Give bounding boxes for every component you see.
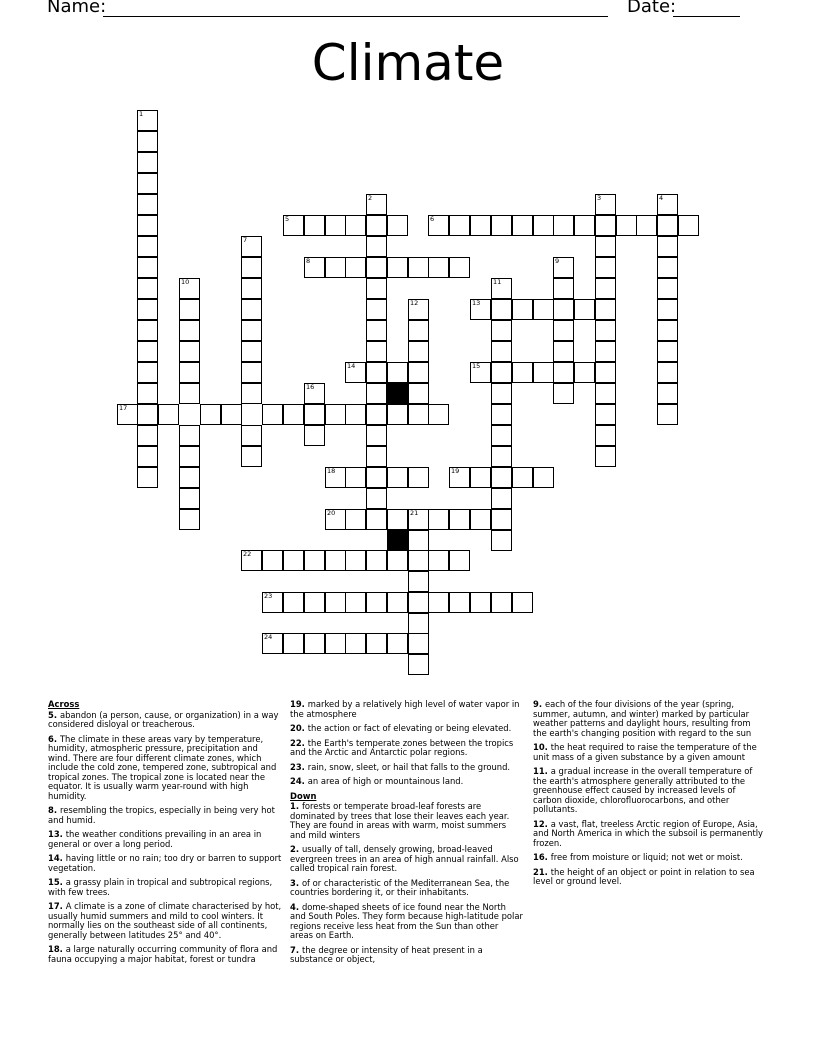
grid-cell[interactable]	[449, 257, 470, 278]
grid-cell[interactable]	[553, 299, 574, 320]
grid-cell[interactable]	[491, 362, 512, 383]
grid-cell[interactable]	[137, 236, 158, 257]
grid-cell[interactable]	[366, 550, 387, 571]
grid-cell[interactable]	[179, 425, 200, 446]
grid-cell[interactable]	[241, 320, 262, 341]
grid-cell[interactable]	[491, 299, 512, 320]
grid-cell[interactable]	[408, 383, 429, 404]
clue-number: 6	[430, 215, 435, 223]
grid-cell[interactable]	[491, 488, 512, 509]
grid-cell[interactable]	[491, 341, 512, 362]
grid-cell[interactable]	[387, 257, 408, 278]
clue-number: 4	[659, 194, 664, 202]
grid-cell[interactable]	[512, 215, 533, 236]
grid-cell[interactable]	[553, 320, 574, 341]
grid-cell[interactable]	[512, 592, 533, 613]
across-clue: 24. an area of high or mountainous land.	[290, 776, 464, 786]
down-clue: 16. free from moisture or liquid; not wet or moist.	[533, 852, 743, 862]
grid-cell[interactable]	[137, 215, 158, 236]
clue-number: 16	[306, 383, 315, 391]
grid-cell[interactable]	[595, 383, 616, 404]
clue-number: 17	[119, 404, 128, 412]
grid-cell[interactable]	[595, 236, 616, 257]
grid-cell[interactable]	[304, 633, 325, 654]
grid-cell[interactable]	[179, 488, 200, 509]
down-clue: 21. the height of an object or point in relation to sea level or ground level.	[533, 866, 755, 886]
clue-number: 2	[368, 194, 373, 202]
grid-cell[interactable]	[345, 362, 366, 383]
clue-column-2	[290, 700, 524, 970]
grid-cell[interactable]	[325, 404, 346, 425]
clue-number: 24	[264, 633, 273, 641]
grid-cell[interactable]	[387, 362, 408, 383]
grid-cell[interactable]	[137, 425, 158, 446]
grid-cell[interactable]	[657, 257, 678, 278]
grid-cell[interactable]	[387, 550, 408, 571]
across-clue: 5. abandon (a person, cause, or organization) in a way considered disloyal or treacherous.	[48, 709, 279, 729]
grid-cell[interactable]	[657, 236, 678, 257]
grid-cell[interactable]	[179, 278, 200, 299]
grid-cell[interactable]	[408, 362, 429, 383]
across-clue: 20. the action or fact of elevating or being elevated.	[290, 723, 512, 733]
grid-cell[interactable]	[345, 215, 366, 236]
grid-cell[interactable]	[595, 425, 616, 446]
grid-cell[interactable]	[408, 592, 429, 613]
grid-cell[interactable]	[387, 509, 408, 530]
clue-number: 1	[139, 110, 144, 118]
grid-cell[interactable]	[241, 341, 262, 362]
grid-cell[interactable]	[366, 194, 387, 215]
grid-cell[interactable]	[137, 110, 158, 131]
across-clue: 6. The climate in these areas vary by temperature, humidity, atmospheric pressure, precipitation and wind. There are four different climate zones, which include the cold zone, tempered zone, subtropical and tropical zones. The tropical zone is located near the equator. It is usually warm year-round with high humidity.	[48, 733, 277, 801]
grid-cell[interactable]	[408, 530, 429, 551]
across-clue: 14. having little or no rain; too dry or barren to support vegetation.	[48, 853, 282, 873]
grid-cell[interactable]	[366, 320, 387, 341]
grid-cell[interactable]	[262, 592, 283, 613]
grid-cell[interactable]	[137, 383, 158, 404]
grid-cell[interactable]	[283, 633, 304, 654]
grid-cell[interactable]	[345, 633, 366, 654]
grid-cell[interactable]	[345, 509, 366, 530]
grid-cell[interactable]	[616, 215, 637, 236]
grid-cell[interactable]	[262, 633, 283, 654]
clue-number: 13	[472, 299, 481, 307]
clue-number: 22	[243, 550, 252, 558]
grid-cell[interactable]	[553, 278, 574, 299]
grid-cell[interactable]	[408, 299, 429, 320]
grid-cell[interactable]	[366, 383, 387, 404]
grid-cell[interactable]	[595, 341, 616, 362]
grid-cell[interactable]	[366, 446, 387, 467]
grid-cell[interactable]	[137, 467, 158, 488]
grid-cell[interactable]	[304, 592, 325, 613]
grid-cell[interactable]	[304, 383, 325, 404]
clue-column-3	[533, 700, 763, 892]
grid-cell[interactable]	[533, 215, 554, 236]
grid-cell[interactable]	[325, 215, 346, 236]
grid-cell[interactable]	[491, 383, 512, 404]
grid-cell[interactable]	[657, 383, 678, 404]
grid-cell[interactable]	[387, 592, 408, 613]
grid-cell[interactable]	[304, 550, 325, 571]
grid-cell[interactable]	[491, 215, 512, 236]
grid-cell[interactable]	[387, 215, 408, 236]
grid-cell[interactable]	[345, 550, 366, 571]
grid-cell[interactable]	[574, 362, 595, 383]
grid-cell[interactable]	[283, 404, 304, 425]
grid-cell[interactable]	[595, 194, 616, 215]
grid-cell[interactable]	[595, 404, 616, 425]
grid-cell[interactable]	[491, 592, 512, 613]
grid-cell[interactable]	[491, 446, 512, 467]
grid-cell[interactable]	[137, 404, 158, 425]
grid-cell[interactable]	[595, 446, 616, 467]
grid-cell[interactable]	[657, 362, 678, 383]
clue-number: 15	[472, 362, 481, 370]
clue-number: 8	[306, 257, 311, 265]
down-clue: 11. a gradual increase in the overall temperature of the earth's atmosphere generally attributed to the greenhouse effect caused by increased levels of carbon dioxide, chlorofluorocarbons, and other pollutants.	[533, 766, 753, 814]
grid-cell[interactable]	[657, 278, 678, 299]
grid-cell[interactable]	[137, 257, 158, 278]
grid-cell[interactable]	[408, 550, 429, 571]
grid-cell[interactable]	[449, 467, 470, 488]
across-clue: 19. marked by a relatively high level of water vapor in the atmosphere	[290, 699, 520, 719]
grid-cell[interactable]	[241, 550, 262, 571]
grid-cell[interactable]	[449, 509, 470, 530]
grid-cell[interactable]	[241, 257, 262, 278]
grid-cell[interactable]	[595, 299, 616, 320]
grid-cell[interactable]	[179, 299, 200, 320]
grid-cell[interactable]	[408, 320, 429, 341]
grid-cell[interactable]	[137, 446, 158, 467]
grid-cell[interactable]	[137, 320, 158, 341]
grid-cell[interactable]	[428, 509, 449, 530]
grid-cell[interactable]	[325, 257, 346, 278]
down-clue: 7. the degree or intensity of heat present in a substance or object,	[290, 944, 483, 964]
black-cell	[387, 530, 408, 551]
grid-cell[interactable]	[366, 257, 387, 278]
grid-cell[interactable]	[366, 592, 387, 613]
grid-cell[interactable]	[595, 257, 616, 278]
across-clue: 15. a grassy plain in tropical and subtropical regions, with few trees.	[48, 877, 273, 897]
grid-cell[interactable]	[241, 425, 262, 446]
grid-cell[interactable]	[428, 215, 449, 236]
grid-cell[interactable]	[158, 404, 179, 425]
grid-cell[interactable]	[262, 550, 283, 571]
grid-cell[interactable]	[533, 467, 554, 488]
clue-number: 18	[327, 467, 336, 475]
down-heading: Down	[290, 790, 317, 801]
grid-cell[interactable]	[512, 299, 533, 320]
grid-cell[interactable]	[428, 404, 449, 425]
grid-cell[interactable]	[366, 341, 387, 362]
grid-cell[interactable]	[325, 550, 346, 571]
down-clue: 1. forests or temperate broad-leaf forests are dominated by trees that lose their leaves each year. They are found in areas with warm, moist summers and mild winters	[290, 801, 510, 840]
grid-cell[interactable]	[137, 152, 158, 173]
grid-cell[interactable]	[595, 278, 616, 299]
grid-cell[interactable]	[408, 571, 429, 592]
grid-cell[interactable]	[574, 215, 595, 236]
grid-cell[interactable]	[470, 509, 491, 530]
grid-cell[interactable]	[241, 446, 262, 467]
grid-cell[interactable]	[325, 509, 346, 530]
grid-cell[interactable]	[241, 362, 262, 383]
grid-cell[interactable]	[345, 404, 366, 425]
grid-cell[interactable]	[325, 592, 346, 613]
down-clue: 10. the heat required to raise the temperature of the unit mass of a given substance by a given amount	[533, 742, 757, 762]
grid-cell[interactable]	[595, 215, 616, 236]
grid-cell[interactable]	[137, 362, 158, 383]
grid-cell[interactable]	[366, 467, 387, 488]
grid-cell[interactable]	[366, 488, 387, 509]
grid-cell[interactable]	[512, 362, 533, 383]
across-clue: 17. A climate is a zone of climate characterised by hot, usually humid summers and mild to cool winters. It normally lies on the southeast side of all continents, generally between latitudes 25° and 40°.	[48, 901, 282, 940]
grid-cell[interactable]	[657, 341, 678, 362]
grid-cell[interactable]	[408, 341, 429, 362]
grid-cell[interactable]	[408, 257, 429, 278]
grid-cell[interactable]	[325, 633, 346, 654]
grid-cell[interactable]	[657, 404, 678, 425]
grid-cell[interactable]	[387, 633, 408, 654]
clue-number: 14	[347, 362, 356, 370]
across-clue: 23. rain, snow, sleet, or hail that falls to the ground.	[290, 761, 511, 772]
name-label: Name:	[47, 0, 107, 17]
grid-cell[interactable]	[428, 592, 449, 613]
grid-cell[interactable]	[221, 404, 242, 425]
grid-cell[interactable]	[366, 425, 387, 446]
grid-cell[interactable]	[304, 425, 325, 446]
grid-cell[interactable]	[657, 299, 678, 320]
grid-cell[interactable]	[200, 404, 221, 425]
grid-cell[interactable]	[304, 404, 325, 425]
grid-cell[interactable]	[387, 404, 408, 425]
grid-cell[interactable]	[678, 215, 699, 236]
grid-cell[interactable]	[491, 509, 512, 530]
grid-cell[interactable]	[304, 257, 325, 278]
clue-number: 5	[285, 215, 290, 223]
grid-cell[interactable]	[387, 467, 408, 488]
down-clue: 2. usually of tall, densely growing, broad-leaved evergreen trees in an area of high annual rainfall. Also called tropical rain forest.	[290, 844, 519, 873]
grid-cell[interactable]	[179, 341, 200, 362]
grid-cell[interactable]	[408, 654, 429, 675]
grid-cell[interactable]	[137, 299, 158, 320]
grid-cell[interactable]	[366, 299, 387, 320]
grid-cell[interactable]	[283, 550, 304, 571]
across-clue: 8. resembling the tropics, especially in being very hot and humid.	[48, 805, 275, 825]
across-clue: 22. the Earth's temperate zones between the tropics and the Arctic and Antarctic polar regions.	[290, 737, 514, 757]
clue-number: 7	[243, 236, 248, 244]
grid-cell[interactable]	[241, 383, 262, 404]
grid-cell[interactable]	[491, 467, 512, 488]
clue-number: 23	[264, 592, 273, 600]
grid-cell[interactable]	[137, 341, 158, 362]
grid-cell[interactable]	[179, 320, 200, 341]
clue-number: 10	[181, 278, 190, 286]
grid-cell[interactable]	[470, 592, 491, 613]
grid-cell[interactable]	[179, 383, 200, 404]
grid-cell[interactable]	[408, 633, 429, 654]
grid-cell[interactable]	[553, 362, 574, 383]
grid-cell[interactable]	[137, 194, 158, 215]
grid-cell[interactable]	[117, 404, 138, 425]
grid-cell[interactable]	[179, 446, 200, 467]
grid-cell[interactable]	[325, 467, 346, 488]
clue-number: 9	[555, 257, 560, 265]
grid-cell[interactable]	[512, 467, 533, 488]
grid-cell[interactable]	[283, 215, 304, 236]
grid-cell[interactable]	[241, 278, 262, 299]
grid-cell[interactable]	[533, 362, 554, 383]
grid-cell[interactable]	[179, 467, 200, 488]
clue-column-1	[48, 700, 282, 969]
grid-cell[interactable]	[553, 383, 574, 404]
grid-cell[interactable]	[449, 592, 470, 613]
grid-cell[interactable]	[449, 215, 470, 236]
grid-cell[interactable]	[553, 215, 574, 236]
grid-cell[interactable]	[241, 236, 262, 257]
down-clue: 3. of or characteristic of the Mediterranean Sea, the countries bordering it, or their inhabitants.	[290, 877, 510, 897]
grid-cell[interactable]	[137, 278, 158, 299]
clue-number: 3	[597, 194, 602, 202]
clue-number: 21	[410, 509, 419, 517]
grid-cell[interactable]	[366, 278, 387, 299]
grid-cell[interactable]	[428, 550, 449, 571]
grid-cell[interactable]	[657, 194, 678, 215]
grid-cell[interactable]	[366, 404, 387, 425]
grid-cell[interactable]	[179, 509, 200, 530]
grid-cell[interactable]	[408, 509, 429, 530]
grid-cell[interactable]	[491, 320, 512, 341]
grid-cell[interactable]	[470, 362, 491, 383]
grid-cell[interactable]	[553, 257, 574, 278]
down-clue: 9. each of the four divisions of the year (spring, summer, autumn, and winter) marked by particular weather patterns and daylight hours, resulting from the earth's changing position with regard to the sun	[533, 699, 752, 738]
down-clue: 12. a vast, flat, treeless Arctic region of Europe, Asia, and North America in which the subsoil is permanently frozen.	[533, 818, 764, 848]
grid-cell[interactable]	[262, 404, 283, 425]
grid-cell[interactable]	[408, 467, 429, 488]
grid-cell[interactable]	[408, 404, 429, 425]
date-label: Date:	[627, 0, 677, 17]
across-clue: 13. the weather conditions prevailing in an area in general or over a long period.	[48, 829, 262, 849]
grid-cell[interactable]	[366, 236, 387, 257]
grid-cell[interactable]	[470, 299, 491, 320]
across-clue: 18. a large naturally occurring community of flora and fauna occupying a major habitat, forest or tundra	[48, 944, 278, 964]
grid-cell[interactable]	[179, 362, 200, 383]
grid-cell[interactable]	[345, 467, 366, 488]
grid-cell[interactable]	[574, 299, 595, 320]
grid-cell[interactable]	[366, 509, 387, 530]
grid-cell[interactable]	[657, 320, 678, 341]
clue-number: 19	[451, 467, 460, 475]
clue-number: 20	[327, 509, 336, 517]
across-heading: Across	[48, 699, 80, 709]
grid-cell[interactable]	[449, 550, 470, 571]
grid-cell[interactable]	[137, 131, 158, 152]
grid-cell[interactable]	[595, 362, 616, 383]
grid-cell[interactable]	[137, 173, 158, 194]
grid-cell[interactable]	[241, 299, 262, 320]
grid-cell[interactable]	[595, 320, 616, 341]
clue-number: 11	[493, 278, 502, 286]
grid-cell[interactable]	[636, 215, 657, 236]
page-title: Climate	[311, 34, 505, 92]
grid-cell[interactable]	[470, 467, 491, 488]
grid-cell[interactable]	[345, 257, 366, 278]
grid-cell[interactable]	[491, 425, 512, 446]
grid-cell[interactable]	[533, 299, 554, 320]
grid-cell[interactable]	[366, 215, 387, 236]
grid-cell[interactable]	[366, 362, 387, 383]
grid-cell[interactable]	[491, 530, 512, 551]
grid-cell[interactable]	[470, 215, 491, 236]
black-cell	[387, 383, 408, 404]
grid-cell[interactable]	[657, 215, 678, 236]
down-clue: 4. dome-shaped sheets of ice found near the North and South Poles. They form because high-latitude polar regions receive less heat from the Sun than other areas on Earth.	[290, 901, 523, 940]
grid-cell[interactable]	[428, 257, 449, 278]
grid-cell[interactable]	[283, 592, 304, 613]
grid-cell[interactable]	[553, 341, 574, 362]
grid-cell[interactable]	[345, 592, 366, 613]
grid-cell[interactable]	[304, 215, 325, 236]
grid-cell[interactable]	[408, 613, 429, 634]
clue-number: 12	[410, 299, 419, 307]
grid-cell[interactable]	[491, 278, 512, 299]
grid-cell[interactable]	[366, 633, 387, 654]
grid-cell[interactable]	[491, 404, 512, 425]
